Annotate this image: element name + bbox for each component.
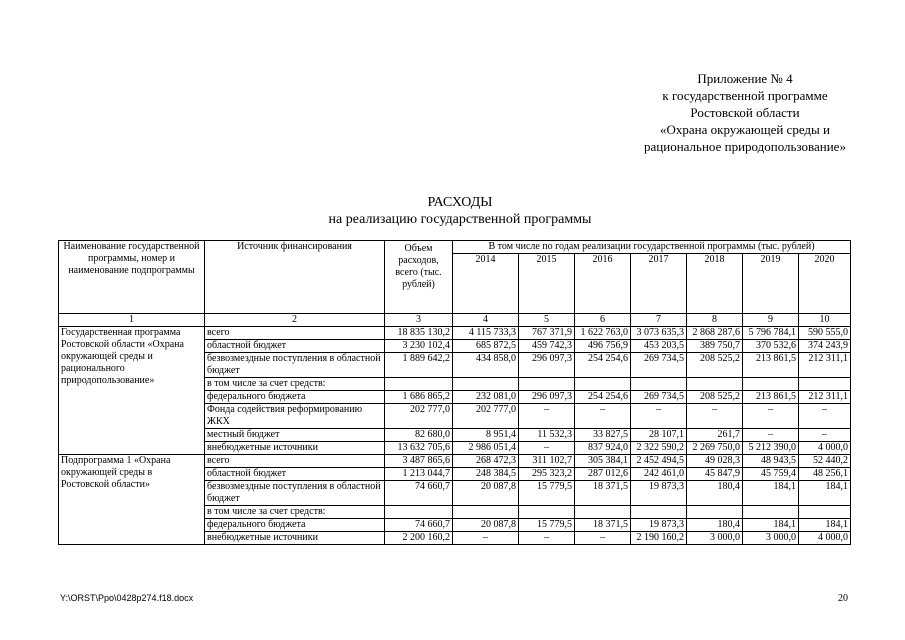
total-cell: 1 213 044,7 [385, 468, 453, 481]
funding-source: в том числе за счет средств: [205, 506, 385, 519]
year-value-cell: – [687, 404, 743, 429]
year-value-cell: 15 779,5 [519, 481, 575, 506]
year-value-cell: 18 371,5 [575, 481, 631, 506]
year-value-cell: 202 777,0 [453, 404, 519, 429]
year-value-cell [575, 378, 631, 391]
year-value-cell [575, 506, 631, 519]
subtitle-line: на реализацию государственной программы [328, 212, 592, 227]
column-number: 8 [687, 314, 743, 327]
header-year: 2016 [575, 254, 631, 314]
year-value-cell [519, 378, 575, 391]
year-value-cell: 261,7 [687, 429, 743, 442]
year-value-cell: 2 986 051,4 [453, 442, 519, 455]
column-number: 4 [453, 314, 519, 327]
year-value-cell: 311 102,7 [519, 455, 575, 468]
year-value-cell [453, 506, 519, 519]
title-line: РАСХОДЫ [427, 195, 493, 210]
funding-source: безвозмездные поступления в областной бюджет [205, 353, 385, 378]
annex-header [600, 70, 890, 155]
annex-line: к государственной программе [662, 88, 828, 103]
funding-source: внебюджетные источники [205, 532, 385, 545]
year-value-cell: 33 827,5 [575, 429, 631, 442]
year-value-cell: 48 256,1 [799, 468, 851, 481]
year-value-cell: 248 384,5 [453, 468, 519, 481]
column-number: 2 [205, 314, 385, 327]
table-row [59, 327, 851, 340]
total-cell [385, 378, 453, 391]
year-value-cell: – [743, 404, 799, 429]
year-value-cell: – [631, 404, 687, 429]
annex-line: рациональное природопользование» [644, 139, 846, 154]
header-source: Источник финансирования [205, 241, 385, 314]
total-cell: 13 632 705,6 [385, 442, 453, 455]
total-cell: 3 487 865,6 [385, 455, 453, 468]
year-value-cell: 389 750,7 [687, 340, 743, 353]
funding-source: всего [205, 455, 385, 468]
year-value-cell: 459 742,3 [519, 340, 575, 353]
year-value-cell: 2 322 590,2 [631, 442, 687, 455]
year-value-cell: – [575, 404, 631, 429]
year-value-cell: 305 384,1 [575, 455, 631, 468]
funding-source: всего [205, 327, 385, 340]
year-value-cell: 4 000,0 [799, 532, 851, 545]
total-cell: 18 835 130,2 [385, 327, 453, 340]
funding-source: Фонда содействия реформированию ЖКХ [205, 404, 385, 429]
year-value-cell: 15 779,5 [519, 519, 575, 532]
header-year: 2015 [519, 254, 575, 314]
year-value-cell: 208 525,2 [687, 353, 743, 378]
year-value-cell: 287 012,6 [575, 468, 631, 481]
year-value-cell: 254 254,6 [575, 353, 631, 378]
document-title [260, 194, 660, 228]
year-value-cell: 28 107,1 [631, 429, 687, 442]
year-value-cell: 184,1 [799, 519, 851, 532]
year-value-cell: 2 190 160,2 [631, 532, 687, 545]
total-cell: 74 660,7 [385, 519, 453, 532]
year-value-cell [799, 506, 851, 519]
year-value-cell: 213 861,5 [743, 391, 799, 404]
year-value-cell [799, 378, 851, 391]
year-value-cell [631, 378, 687, 391]
total-cell: 74 660,7 [385, 481, 453, 506]
column-number: 5 [519, 314, 575, 327]
year-value-cell: 212 311,1 [799, 391, 851, 404]
year-value-cell: 295 323,2 [519, 468, 575, 481]
year-value-cell: 184,1 [743, 519, 799, 532]
year-value-cell: – [453, 532, 519, 545]
column-number: 7 [631, 314, 687, 327]
year-value-cell: 5 796 784,1 [743, 327, 799, 340]
year-value-cell: 184,1 [743, 481, 799, 506]
year-value-cell: – [575, 532, 631, 545]
funding-source: безвозмездные поступления в областной бюджет [205, 481, 385, 506]
expenses-table [58, 240, 851, 545]
year-value-cell: 4 115 733,3 [453, 327, 519, 340]
total-cell: 82 680,0 [385, 429, 453, 442]
program-name: Подпрограмма 1 «Охрана окружающей среды в Ростовской области» [59, 455, 205, 545]
total-cell: 1 686 865,2 [385, 391, 453, 404]
funding-source: федерального бюджета [205, 391, 385, 404]
column-number-row [59, 314, 851, 327]
year-value-cell: 269 734,5 [631, 353, 687, 378]
year-value-cell: 434 858,0 [453, 353, 519, 378]
year-value-cell [453, 378, 519, 391]
year-value-cell: 20 087,8 [453, 481, 519, 506]
year-value-cell: 5 212 390,0 [743, 442, 799, 455]
year-value-cell: 2 269 750,0 [687, 442, 743, 455]
year-value-cell: – [519, 404, 575, 429]
file-path: Y:\ORST\Ppo\0428p274.f18.docx [60, 593, 194, 603]
year-value-cell: 2 452 494,5 [631, 455, 687, 468]
funding-source: местный бюджет [205, 429, 385, 442]
year-value-cell: 4 000,0 [799, 442, 851, 455]
year-value-cell: 212 311,1 [799, 353, 851, 378]
header-volume: Объем расходов, всего (тыс. рублей) [385, 241, 453, 314]
column-number: 10 [799, 314, 851, 327]
header-name: Наименование государственной программы, номер и наименование подпрограммы [59, 241, 205, 314]
year-value-cell: 767 371,9 [519, 327, 575, 340]
year-value-cell: – [799, 429, 851, 442]
year-value-cell: 242 461,0 [631, 468, 687, 481]
year-value-cell: 11 532,3 [519, 429, 575, 442]
year-value-cell [519, 506, 575, 519]
column-number: 6 [575, 314, 631, 327]
year-value-cell: 496 756,9 [575, 340, 631, 353]
year-value-cell [743, 378, 799, 391]
total-cell [385, 506, 453, 519]
funding-source: областной бюджет [205, 340, 385, 353]
year-value-cell: – [799, 404, 851, 429]
total-cell: 1 889 642,2 [385, 353, 453, 378]
annex-line: Приложение № 4 [697, 71, 793, 86]
funding-source: областной бюджет [205, 468, 385, 481]
column-number: 3 [385, 314, 453, 327]
annex-line: «Охрана окружающей среды и [660, 122, 830, 137]
year-value-cell: 296 097,3 [519, 353, 575, 378]
year-value-cell: 2 868 287,6 [687, 327, 743, 340]
year-value-cell: 837 924,0 [575, 442, 631, 455]
header-year: 2019 [743, 254, 799, 314]
year-value-cell [687, 506, 743, 519]
year-value-cell: 1 622 763,0 [575, 327, 631, 340]
year-value-cell: – [743, 429, 799, 442]
year-value-cell: 3 000,0 [743, 532, 799, 545]
year-value-cell: 19 873,3 [631, 519, 687, 532]
year-value-cell [631, 506, 687, 519]
year-value-cell: 49 028,3 [687, 455, 743, 468]
year-value-cell: 269 734,5 [631, 391, 687, 404]
year-value-cell: 184,1 [799, 481, 851, 506]
year-value-cell: 296 097,3 [519, 391, 575, 404]
table-body [59, 327, 851, 545]
year-value-cell: 590 555,0 [799, 327, 851, 340]
year-value-cell: 208 525,2 [687, 391, 743, 404]
header-by-years: В том числе по годам реализации государственной программы (тыс. рублей) [453, 241, 851, 254]
year-value-cell [687, 378, 743, 391]
annex-line: Ростовской области [690, 105, 800, 120]
header-year: 2020 [799, 254, 851, 314]
year-value-cell: 232 081,0 [453, 391, 519, 404]
header-year: 2017 [631, 254, 687, 314]
page-number: 20 [838, 593, 848, 604]
funding-source: внебюджетные источники [205, 442, 385, 455]
year-value-cell: 254 254,6 [575, 391, 631, 404]
year-value-cell: 20 087,8 [453, 519, 519, 532]
year-value-cell: 3 073 635,3 [631, 327, 687, 340]
funding-source: в том числе за счет средств: [205, 378, 385, 391]
year-value-cell: 3 000,0 [687, 532, 743, 545]
total-cell: 3 230 102,4 [385, 340, 453, 353]
year-value-cell: 685 872,5 [453, 340, 519, 353]
year-value-cell: 180,4 [687, 481, 743, 506]
year-value-cell: – [519, 532, 575, 545]
column-number: 9 [743, 314, 799, 327]
program-name: Государственная программа Ростовской области «Охрана окружающей среды и рационального природопользование» [59, 327, 205, 455]
header-year: 2014 [453, 254, 519, 314]
year-value-cell: 268 472,3 [453, 455, 519, 468]
year-value-cell: 213 861,5 [743, 353, 799, 378]
year-value-cell: 453 203,5 [631, 340, 687, 353]
year-value-cell: 52 440,2 [799, 455, 851, 468]
funding-source: федерального бюджета [205, 519, 385, 532]
year-value-cell: 374 243,9 [799, 340, 851, 353]
table-row [59, 455, 851, 468]
year-value-cell: 19 873,3 [631, 481, 687, 506]
total-cell: 202 777,0 [385, 404, 453, 429]
year-value-cell: 8 951,4 [453, 429, 519, 442]
year-value-cell: 45 759,4 [743, 468, 799, 481]
year-value-cell: 48 943,5 [743, 455, 799, 468]
year-value-cell [743, 506, 799, 519]
column-number: 1 [59, 314, 205, 327]
year-value-cell: 18 371,5 [575, 519, 631, 532]
total-cell: 2 200 160,2 [385, 532, 453, 545]
year-value-cell: – [519, 442, 575, 455]
year-value-cell: 45 847,9 [687, 468, 743, 481]
year-value-cell: 180,4 [687, 519, 743, 532]
year-value-cell: 370 532,6 [743, 340, 799, 353]
header-year: 2018 [687, 254, 743, 314]
